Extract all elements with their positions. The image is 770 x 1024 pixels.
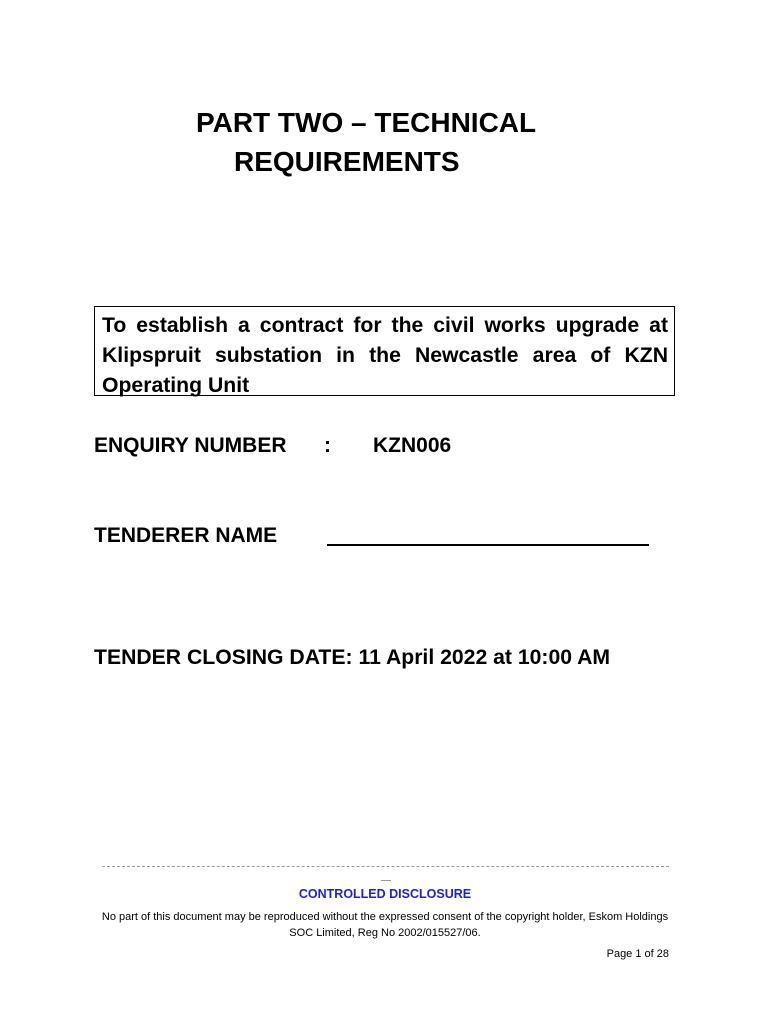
title-text-1: PART TWO – TECHNICAL	[196, 107, 537, 138]
copyright-notice: No part of this document may be reproduced without the expressed consent of the copyright holder, Eskom Holdings SOC Limited, Reg No 2002/015527/06.	[101, 911, 669, 939]
controlled-disclosure-label: CONTROLLED DISCLOSURE	[298, 887, 472, 901]
tenderer-name-label: TENDERER NAME	[94, 524, 278, 547]
enquiry-number-value: KZN006	[373, 434, 452, 457]
title-text-2: REQUIREMENTS	[234, 146, 460, 177]
page-number: Page 1 of 28	[606, 948, 669, 960]
tenderer-name-blank-line	[327, 544, 649, 546]
footer-divider	[102, 866, 669, 867]
tender-closing-date: TENDER CLOSING DATE: 11 April 2022 at 10:00 AM	[94, 646, 611, 669]
enquiry-number-separator: :	[324, 434, 331, 457]
scope-box: To establish a contract for the civil works upgrade at Klipspruit substation in the Newcastle area of KZN Operating Unit	[94, 306, 675, 396]
enquiry-number-label: ENQUIRY NUMBER	[94, 434, 287, 457]
footer-divider-mark	[381, 880, 391, 881]
